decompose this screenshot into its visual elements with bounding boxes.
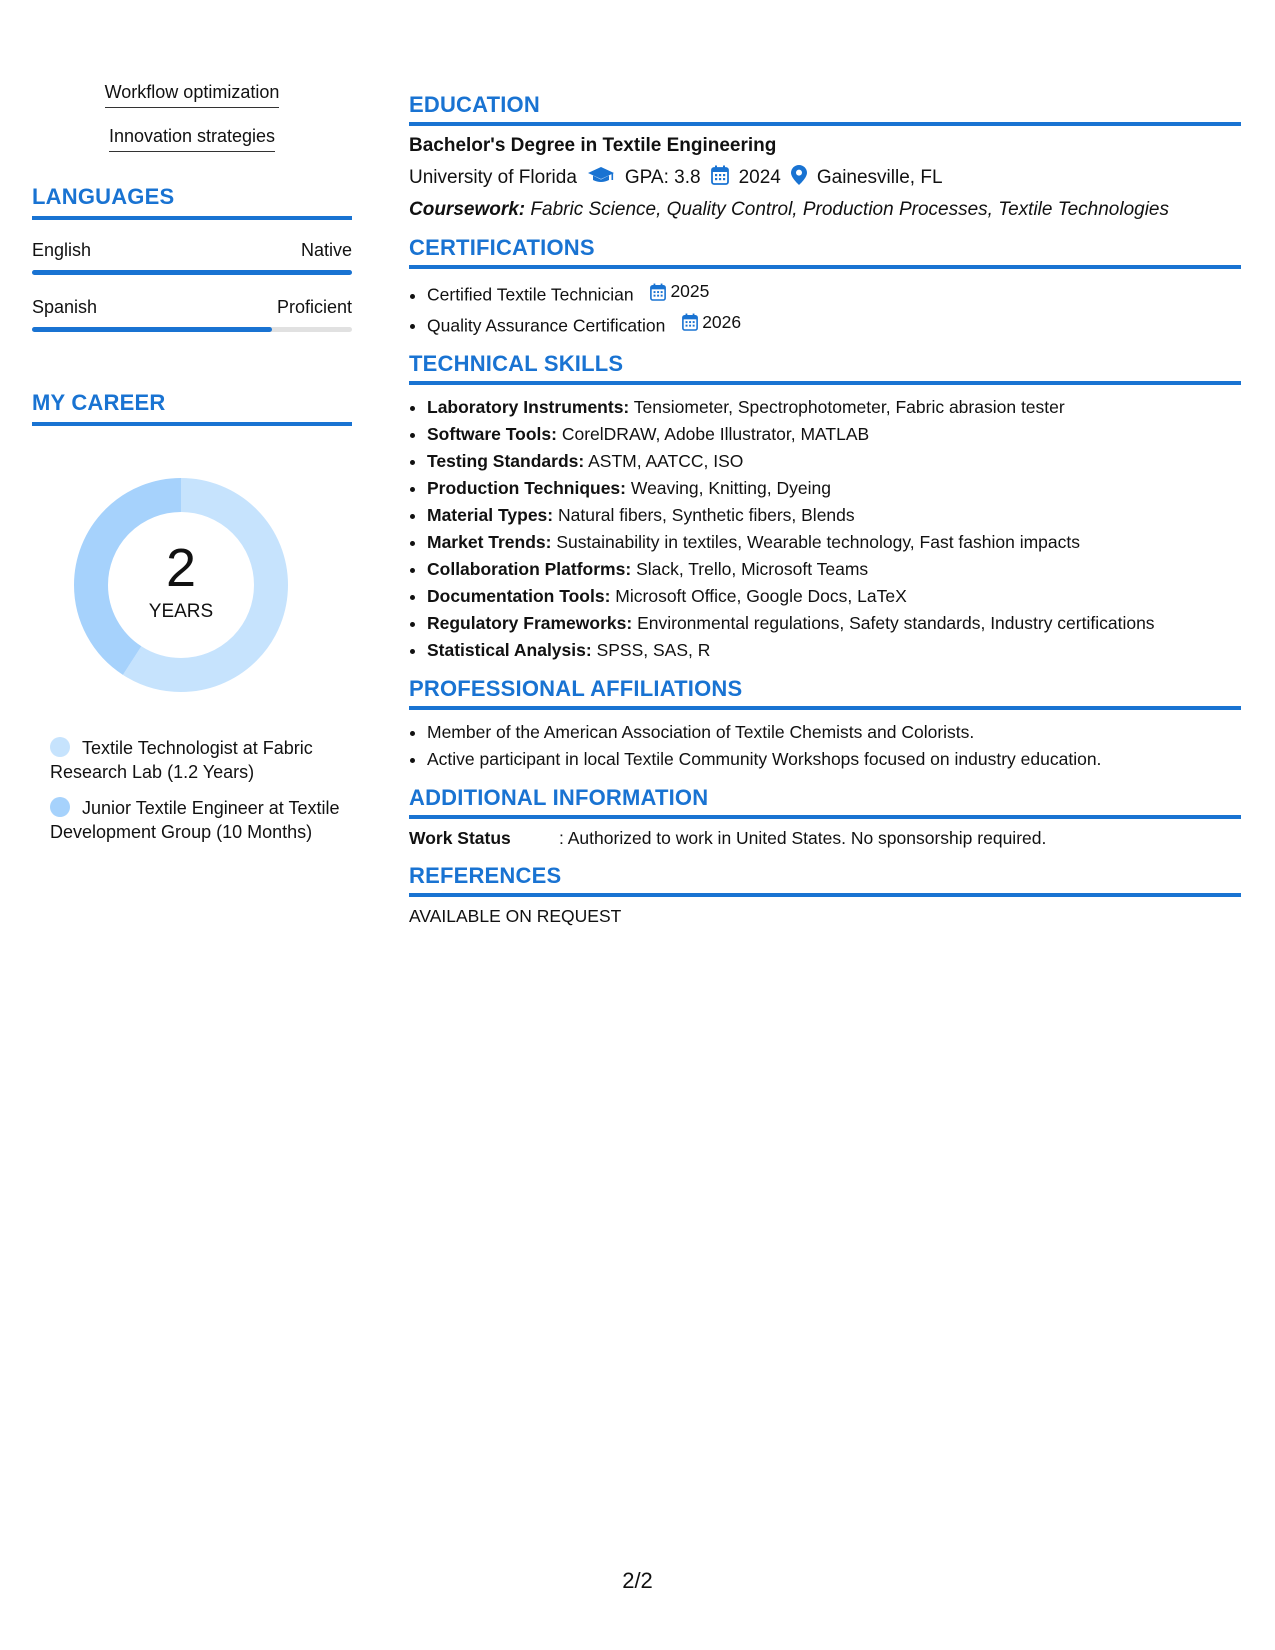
skill-item [427,610,1241,637]
skill-value: Environmental regulations, Safety standards, Industry certifications [637,613,1155,633]
language-name: English [32,240,92,260]
certifications-section [409,235,1241,339]
location-pin-icon [791,165,807,191]
right-column [409,92,1241,939]
graduation-year: 2024 [738,167,781,188]
education-title: EDUCATION [409,92,1241,126]
skill-item [427,421,1241,448]
skills-section [409,351,1241,664]
skill-value: Microsoft Office, Google Docs, LaTeX [615,586,907,606]
affiliations-list [409,719,1241,773]
education-section [409,92,1241,221]
skill-value: Sustainability in textiles, Wearable technology, Fast fashion impacts [556,532,1081,552]
page-number: 2/2 [622,1568,653,1593]
skill-value: ASTM, AATCC, ISO [588,451,744,471]
skill-value: Natural fibers, Synthetic fibers, Blends [557,505,855,525]
strength-item [32,126,352,152]
gpa-value: GPA: 3.8 [624,167,701,188]
skill-item [427,502,1241,529]
graduation-cap-icon [587,166,615,190]
left-column [32,82,352,856]
strength-item [32,82,352,108]
career-legend [32,736,352,844]
career-legend-item [50,736,352,784]
career-donut-chart [66,470,296,700]
skill-label: Laboratory Instruments: [427,397,630,417]
language-name: Spanish [32,297,98,317]
skill-item [427,529,1241,556]
coursework [409,199,1241,221]
school-location: Gainesville, FL [816,167,943,188]
school-name: University of Florida [409,167,577,188]
skill-label: Regulatory Frameworks: [427,613,633,633]
skill-item [427,394,1241,421]
skill-label: Collaboration Platforms: [427,559,632,579]
certifications-title: CERTIFICATIONS [409,235,1241,269]
language-proficiency-bar [32,270,352,275]
affiliation-item: • Member of the American Association of Textile Chemists and Colorists. [427,719,1241,746]
affiliations-section [409,676,1241,773]
career-legend-item [50,796,352,844]
skill-item [427,448,1241,475]
career-legend-label: Textile Technologist at Fabric Research Lab (1.2 Years) [50,738,313,782]
languages-list [32,240,352,332]
skill-value: Slack, Trello, Microsoft Teams [636,559,869,579]
languages-title: LANGUAGES [32,184,352,220]
certifications-list [409,278,1241,339]
education-details [409,165,1241,191]
skills-title: TECHNICAL SKILLS [409,351,1241,385]
skill-label: Testing Standards: [427,451,585,471]
career-title: MY CAREER [32,390,352,426]
language-level: Native [300,240,352,260]
certification-item [427,309,1241,340]
language-proficiency-fill [32,270,352,275]
language-proficiency-bar [32,327,352,332]
references-title: REFERENCES [409,863,1241,897]
skill-item [427,637,1241,664]
additional-info-title: ADDITIONAL INFORMATION [409,785,1241,819]
strength-label: Workflow optimization [105,82,280,108]
skill-label: Material Types: [427,505,554,525]
calendar-icon [650,283,666,301]
legend-dot-icon [50,797,70,817]
skills-list [409,394,1241,664]
career-donut-center [66,470,296,700]
skill-label: Software Tools: [427,424,557,444]
skill-value: CorelDRAW, Adobe Illustrator, MATLAB [561,424,870,444]
skill-item [427,475,1241,502]
work-status-label: Work Status [409,828,511,848]
work-status-row [409,828,1241,849]
calendar-icon [682,313,698,331]
coursework-label: Coursework: [409,199,526,220]
skill-label: Market Trends: [427,532,552,552]
calendar-icon [711,165,729,191]
language-item [32,240,352,275]
references-section [409,863,1241,927]
career-legend-label: Junior Textile Engineer at Textile Development Group (10 Months) [50,798,340,842]
language-proficiency-fill [32,327,272,332]
skill-label: Statistical Analysis: [427,640,592,660]
references-text: AVAILABLE ON REQUEST [409,906,622,926]
skill-label: Production Techniques: [427,478,626,498]
skill-value: Weaving, Knitting, Dyeing [630,478,831,498]
certification-name: Certified Textile Technician [427,284,634,305]
degree-title: Bachelor's Degree in Textile Engineering [409,135,777,156]
career-total-number: 2 [165,538,197,598]
skill-label: Documentation Tools: [427,586,611,606]
certification-name: Quality Assurance Certification [427,315,666,335]
certification-year: 2026 [702,311,742,332]
skill-value: SPSS, SAS, R [596,640,711,660]
skill-item [427,583,1241,610]
strength-label: Innovation strategies [109,126,275,152]
language-level: Proficient [276,297,352,317]
language-item [32,297,352,332]
additional-info-section [409,785,1241,849]
work-status-value: : Authorized to work in United States. No sponsorship required. [559,828,1047,848]
skill-value: Tensiometer, Spectrophotometer, Fabric abrasion tester [633,397,1065,417]
skill-item [427,556,1241,583]
coursework-list: Fabric Science, Quality Control, Production Processes, Textile Technologies [530,199,1169,220]
legend-dot-icon [50,737,70,757]
career-total-unit: YEARS [148,601,214,622]
certification-year: 2025 [670,281,710,301]
affiliations-title: PROFESSIONAL AFFILIATIONS [409,676,1241,710]
affiliation-item: • Active participant in local Textile Community Workshops focused on industry education. [427,746,1241,773]
certification-item [427,278,1241,309]
